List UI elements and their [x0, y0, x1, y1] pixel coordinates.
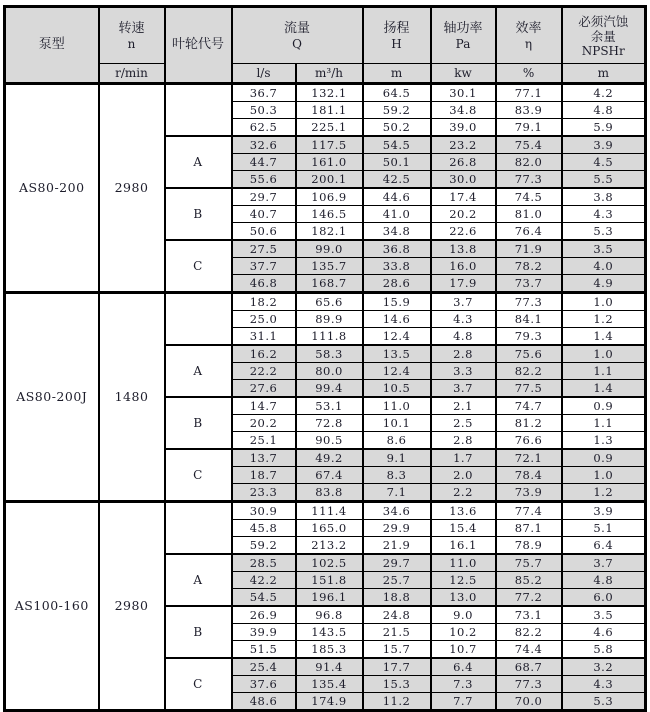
- header-npsh: [562, 7, 646, 64]
- data-cell: 72.1: [496, 449, 562, 467]
- data-cell: 75.6: [496, 345, 562, 363]
- data-cell: 3.9: [562, 502, 646, 520]
- data-cell: 58.3: [296, 345, 363, 363]
- data-cell: 15.3: [363, 676, 431, 693]
- data-cell: 77.2: [496, 589, 562, 607]
- data-cell: 7.3: [431, 676, 496, 693]
- data-cell: 5.9: [562, 119, 646, 137]
- data-cell: 17.4: [431, 188, 496, 206]
- data-cell: 39.0: [431, 119, 496, 137]
- data-cell: 99.4: [296, 380, 363, 398]
- data-cell: 4.8: [562, 572, 646, 589]
- data-cell: 34.8: [363, 223, 431, 241]
- data-cell: 20.2: [431, 206, 496, 223]
- pump-performance-table: [3, 5, 647, 712]
- impeller-cell: [165, 502, 232, 555]
- table-row: [5, 502, 646, 520]
- data-cell: 2.5: [431, 415, 496, 432]
- header-efficiency-symbol: η: [524, 36, 533, 51]
- data-cell: 4.8: [431, 328, 496, 346]
- data-cell: 51.5: [232, 641, 296, 659]
- data-cell: 9.1: [363, 449, 431, 467]
- data-cell: 15.4: [431, 520, 496, 537]
- impeller-cell: B: [165, 188, 232, 240]
- data-cell: 11.2: [363, 693, 431, 711]
- data-cell: 77.5: [496, 380, 562, 398]
- data-cell: 46.8: [232, 275, 296, 293]
- data-cell: 132.1: [296, 84, 363, 102]
- data-cell: 1.2: [562, 484, 646, 502]
- data-cell: 12.5: [431, 572, 496, 589]
- data-cell: 54.5: [363, 136, 431, 154]
- data-cell: 1.7: [431, 449, 496, 467]
- data-cell: 50.1: [363, 154, 431, 171]
- data-cell: 117.5: [296, 136, 363, 154]
- data-cell: 13.8: [431, 240, 496, 258]
- data-cell: 28.5: [232, 554, 296, 572]
- data-cell: 1.4: [562, 328, 646, 346]
- data-cell: 106.9: [296, 188, 363, 206]
- data-cell: 59.2: [232, 537, 296, 555]
- data-cell: 14.7: [232, 397, 296, 415]
- unit-flow-ls: l/s: [232, 64, 296, 84]
- data-cell: 41.0: [363, 206, 431, 223]
- data-cell: 135.7: [296, 258, 363, 275]
- data-cell: 11.0: [363, 397, 431, 415]
- data-cell: 29.7: [363, 554, 431, 572]
- data-cell: 1.0: [562, 293, 646, 311]
- data-cell: 79.3: [496, 328, 562, 346]
- data-cell: 3.7: [431, 293, 496, 311]
- data-cell: 225.1: [296, 119, 363, 137]
- data-cell: 36.8: [363, 240, 431, 258]
- data-cell: 32.6: [232, 136, 296, 154]
- data-cell: 18.7: [232, 467, 296, 484]
- data-cell: 24.8: [363, 606, 431, 624]
- data-cell: 73.1: [496, 606, 562, 624]
- data-cell: 31.1: [232, 328, 296, 346]
- data-cell: 1.3: [562, 432, 646, 450]
- data-cell: 50.6: [232, 223, 296, 241]
- data-cell: 143.5: [296, 624, 363, 641]
- data-cell: 83.8: [296, 484, 363, 502]
- data-cell: 0.9: [562, 397, 646, 415]
- data-cell: 73.9: [496, 484, 562, 502]
- header-efficiency: [496, 7, 562, 64]
- unit-head: m: [363, 64, 431, 84]
- unit-power: kw: [431, 64, 496, 84]
- data-cell: 74.7: [496, 397, 562, 415]
- data-cell: 10.7: [431, 641, 496, 659]
- pump-type-cell: AS80-200: [5, 84, 99, 293]
- data-cell: 74.4: [496, 641, 562, 659]
- data-cell: 1.1: [562, 415, 646, 432]
- data-cell: 78.2: [496, 258, 562, 275]
- data-cell: 83.9: [496, 102, 562, 119]
- data-cell: 18.2: [232, 293, 296, 311]
- data-cell: 4.6: [562, 624, 646, 641]
- data-cell: 44.6: [363, 188, 431, 206]
- data-cell: 3.7: [562, 554, 646, 572]
- data-cell: 82.2: [496, 624, 562, 641]
- data-cell: 84.1: [496, 311, 562, 328]
- header-flow-label: 流量: [284, 20, 311, 36]
- data-cell: 2.0: [431, 467, 496, 484]
- data-cell: 50.3: [232, 102, 296, 119]
- data-cell: 4.5: [562, 154, 646, 171]
- header-pump-type: [5, 7, 99, 84]
- data-cell: 85.2: [496, 572, 562, 589]
- data-cell: 55.6: [232, 171, 296, 189]
- data-cell: 23.3: [232, 484, 296, 502]
- data-cell: 81.2: [496, 415, 562, 432]
- header-speed: [99, 7, 165, 64]
- data-cell: 80.0: [296, 363, 363, 380]
- data-cell: 6.4: [431, 658, 496, 676]
- data-cell: 77.3: [496, 676, 562, 693]
- data-cell: 1.0: [562, 345, 646, 363]
- unit-flow-m3h: m³/h: [296, 64, 363, 84]
- header-flow: [232, 7, 363, 64]
- data-cell: 5.3: [562, 693, 646, 711]
- header-pump-type-label: 泵型: [38, 37, 65, 52]
- header-head-label: 扬程: [383, 20, 410, 36]
- data-cell: 28.6: [363, 275, 431, 293]
- data-cell: 20.2: [232, 415, 296, 432]
- data-cell: 59.2: [363, 102, 431, 119]
- data-cell: 182.1: [296, 223, 363, 241]
- data-cell: 3.3: [431, 363, 496, 380]
- pump-type-cell: AS100-160: [5, 502, 99, 711]
- data-cell: 54.5: [232, 589, 296, 607]
- header-head: [363, 7, 431, 64]
- data-cell: 70.0: [496, 693, 562, 711]
- data-cell: 75.7: [496, 554, 562, 572]
- data-cell: 185.3: [296, 641, 363, 659]
- data-cell: 22.6: [431, 223, 496, 241]
- data-cell: 4.9: [562, 275, 646, 293]
- header-head-symbol: H: [391, 36, 402, 51]
- data-cell: 74.5: [496, 188, 562, 206]
- data-cell: 77.1: [496, 84, 562, 102]
- unit-npsh: m: [562, 64, 646, 84]
- data-cell: 21.5: [363, 624, 431, 641]
- data-cell: 76.4: [496, 223, 562, 241]
- impeller-cell: C: [165, 658, 232, 711]
- data-cell: 39.9: [232, 624, 296, 641]
- data-cell: 91.4: [296, 658, 363, 676]
- speed-cell: 1480: [99, 293, 165, 502]
- data-cell: 1.4: [562, 380, 646, 398]
- data-cell: 17.7: [363, 658, 431, 676]
- data-cell: 3.8: [562, 188, 646, 206]
- data-cell: 96.8: [296, 606, 363, 624]
- data-cell: 6.0: [562, 589, 646, 607]
- data-cell: 79.1: [496, 119, 562, 137]
- data-cell: 10.1: [363, 415, 431, 432]
- header-npsh-symbol: NPSHr: [581, 43, 625, 58]
- impeller-cell: C: [165, 240, 232, 293]
- header-impeller: [165, 7, 232, 84]
- data-cell: 8.6: [363, 432, 431, 450]
- data-cell: 3.2: [562, 658, 646, 676]
- data-cell: 5.5: [562, 171, 646, 189]
- table-row: [5, 293, 646, 311]
- impeller-cell: A: [165, 136, 232, 188]
- data-cell: 14.6: [363, 311, 431, 328]
- impeller-cell: [165, 84, 232, 137]
- data-cell: 102.5: [296, 554, 363, 572]
- data-cell: 6.4: [562, 537, 646, 555]
- data-cell: 7.7: [431, 693, 496, 711]
- data-cell: 78.4: [496, 467, 562, 484]
- data-cell: 73.7: [496, 275, 562, 293]
- data-cell: 15.7: [363, 641, 431, 659]
- data-cell: 36.7: [232, 84, 296, 102]
- data-cell: 77.4: [496, 502, 562, 520]
- data-cell: 17.9: [431, 275, 496, 293]
- data-cell: 5.1: [562, 520, 646, 537]
- header-row: [5, 7, 646, 64]
- data-cell: 16.2: [232, 345, 296, 363]
- data-cell: 11.0: [431, 554, 496, 572]
- header-flow-symbol: Q: [292, 36, 302, 51]
- data-cell: 33.8: [363, 258, 431, 275]
- units-row: [5, 64, 646, 84]
- data-cell: 78.9: [496, 537, 562, 555]
- data-cell: 40.7: [232, 206, 296, 223]
- data-cell: 2.1: [431, 397, 496, 415]
- data-cell: 44.7: [232, 154, 296, 171]
- data-cell: 9.0: [431, 606, 496, 624]
- data-cell: 4.3: [562, 676, 646, 693]
- data-cell: 13.7: [232, 449, 296, 467]
- impeller-cell: A: [165, 554, 232, 606]
- impeller-cell: C: [165, 449, 232, 502]
- impeller-cell: [165, 293, 232, 346]
- data-cell: 49.2: [296, 449, 363, 467]
- data-cell: 18.8: [363, 589, 431, 607]
- data-cell: 21.9: [363, 537, 431, 555]
- data-cell: 53.1: [296, 397, 363, 415]
- data-cell: 68.7: [496, 658, 562, 676]
- data-cell: 135.4: [296, 676, 363, 693]
- data-cell: 65.6: [296, 293, 363, 311]
- data-cell: 12.4: [363, 328, 431, 346]
- data-cell: 23.2: [431, 136, 496, 154]
- pump-table-body: [5, 84, 646, 711]
- data-cell: 77.3: [496, 171, 562, 189]
- data-cell: 42.5: [363, 171, 431, 189]
- data-cell: 16.1: [431, 537, 496, 555]
- data-cell: 42.2: [232, 572, 296, 589]
- header-power-label: 轴功率: [443, 20, 483, 36]
- data-cell: 4.3: [431, 311, 496, 328]
- data-cell: 2.8: [431, 432, 496, 450]
- data-cell: 76.6: [496, 432, 562, 450]
- data-cell: 30.0: [431, 171, 496, 189]
- header-efficiency-label: 效率: [515, 20, 542, 36]
- header-speed-symbol: n: [127, 36, 136, 51]
- data-cell: 8.3: [363, 467, 431, 484]
- data-cell: 4.0: [562, 258, 646, 275]
- data-cell: 13.6: [431, 502, 496, 520]
- data-cell: 75.4: [496, 136, 562, 154]
- data-cell: 3.7: [431, 380, 496, 398]
- data-cell: 151.8: [296, 572, 363, 589]
- data-cell: 37.7: [232, 258, 296, 275]
- data-cell: 26.9: [232, 606, 296, 624]
- data-cell: 29.9: [363, 520, 431, 537]
- header-speed-label: 转速: [118, 20, 145, 36]
- unit-speed: r/min: [99, 64, 165, 84]
- data-cell: 196.1: [296, 589, 363, 607]
- impeller-cell: A: [165, 345, 232, 397]
- data-cell: 7.1: [363, 484, 431, 502]
- data-cell: 4.3: [562, 206, 646, 223]
- data-cell: 146.5: [296, 206, 363, 223]
- header-power: [431, 7, 496, 64]
- speed-cell: 2980: [99, 84, 165, 293]
- data-cell: 181.1: [296, 102, 363, 119]
- data-cell: 82.2: [496, 363, 562, 380]
- data-cell: 2.8: [431, 345, 496, 363]
- data-cell: 27.5: [232, 240, 296, 258]
- data-cell: 168.7: [296, 275, 363, 293]
- data-cell: 71.9: [496, 240, 562, 258]
- data-cell: 161.0: [296, 154, 363, 171]
- data-cell: 72.8: [296, 415, 363, 432]
- data-cell: 1.2: [562, 311, 646, 328]
- data-cell: 77.3: [496, 293, 562, 311]
- data-cell: 165.0: [296, 520, 363, 537]
- unit-efficiency: %: [496, 64, 562, 84]
- data-cell: 82.0: [496, 154, 562, 171]
- data-cell: 111.8: [296, 328, 363, 346]
- table-row: [5, 84, 646, 102]
- data-cell: 81.0: [496, 206, 562, 223]
- data-cell: 1.1: [562, 363, 646, 380]
- impeller-cell: B: [165, 397, 232, 449]
- data-cell: 27.6: [232, 380, 296, 398]
- data-cell: 5.3: [562, 223, 646, 241]
- data-cell: 3.5: [562, 240, 646, 258]
- data-cell: 99.0: [296, 240, 363, 258]
- data-cell: 1.0: [562, 467, 646, 484]
- data-cell: 13.5: [363, 345, 431, 363]
- data-cell: 25.7: [363, 572, 431, 589]
- data-cell: 25.4: [232, 658, 296, 676]
- data-cell: 30.9: [232, 502, 296, 520]
- data-cell: 90.5: [296, 432, 363, 450]
- data-cell: 111.4: [296, 502, 363, 520]
- data-cell: 12.4: [363, 363, 431, 380]
- data-cell: 29.7: [232, 188, 296, 206]
- data-cell: 37.6: [232, 676, 296, 693]
- data-cell: 4.8: [562, 102, 646, 119]
- data-cell: 0.9: [562, 449, 646, 467]
- speed-cell: 2980: [99, 502, 165, 711]
- data-cell: 25.1: [232, 432, 296, 450]
- data-cell: 16.0: [431, 258, 496, 275]
- data-cell: 10.5: [363, 380, 431, 398]
- header-npsh-line1: 必须汽蚀: [578, 13, 629, 29]
- data-cell: 26.8: [431, 154, 496, 171]
- data-cell: 4.2: [562, 84, 646, 102]
- impeller-cell: B: [165, 606, 232, 658]
- data-cell: 15.9: [363, 293, 431, 311]
- data-cell: 45.8: [232, 520, 296, 537]
- data-cell: 10.2: [431, 624, 496, 641]
- header-npsh-line2: 余量: [590, 28, 616, 44]
- data-cell: 30.1: [431, 84, 496, 102]
- data-cell: 3.9: [562, 136, 646, 154]
- data-cell: 34.8: [431, 102, 496, 119]
- header-impeller-label: 叶轮代号: [171, 37, 224, 52]
- data-cell: 62.5: [232, 119, 296, 137]
- data-cell: 25.0: [232, 311, 296, 328]
- data-cell: 87.1: [496, 520, 562, 537]
- pump-type-cell: AS80-200J: [5, 293, 99, 502]
- data-cell: 174.9: [296, 693, 363, 711]
- data-cell: 64.5: [363, 84, 431, 102]
- data-cell: 3.5: [562, 606, 646, 624]
- data-cell: 50.2: [363, 119, 431, 137]
- data-cell: 13.0: [431, 589, 496, 607]
- data-cell: 200.1: [296, 171, 363, 189]
- data-cell: 34.6: [363, 502, 431, 520]
- data-cell: 213.2: [296, 537, 363, 555]
- data-cell: 67.4: [296, 467, 363, 484]
- data-cell: 48.6: [232, 693, 296, 711]
- data-cell: 89.9: [296, 311, 363, 328]
- header-power-symbol: Pa: [455, 36, 471, 51]
- data-cell: 2.2: [431, 484, 496, 502]
- data-cell: 5.8: [562, 641, 646, 659]
- data-cell: 22.2: [232, 363, 296, 380]
